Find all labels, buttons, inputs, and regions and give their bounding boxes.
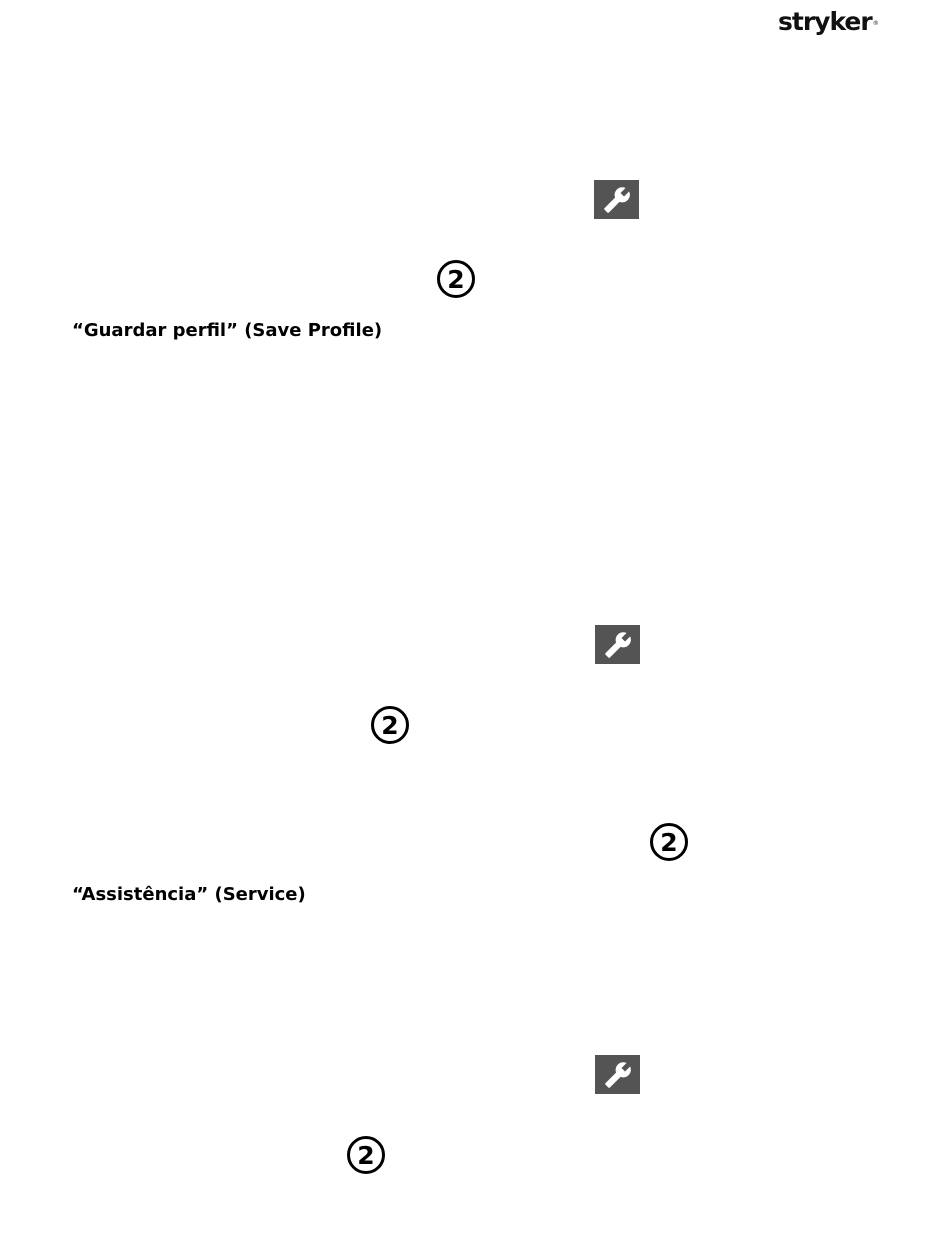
step-2-marker: 2 bbox=[650, 823, 688, 861]
wrench-icon bbox=[594, 180, 639, 219]
registered-mark: ® bbox=[872, 20, 878, 27]
wrench-icon bbox=[595, 625, 640, 664]
step-2-marker: 2 bbox=[437, 260, 475, 298]
step-2-marker: 2 bbox=[347, 1136, 385, 1174]
section-heading-save-profile: “Guardar perfil” (Save Profile) bbox=[72, 320, 383, 341]
stryker-logo bbox=[778, 8, 878, 36]
section-heading-service: “Assistência” (Service) bbox=[72, 884, 306, 905]
logo-text: stryker bbox=[778, 7, 872, 36]
step-2-marker: 2 bbox=[371, 706, 409, 744]
wrench-icon bbox=[595, 1055, 640, 1094]
